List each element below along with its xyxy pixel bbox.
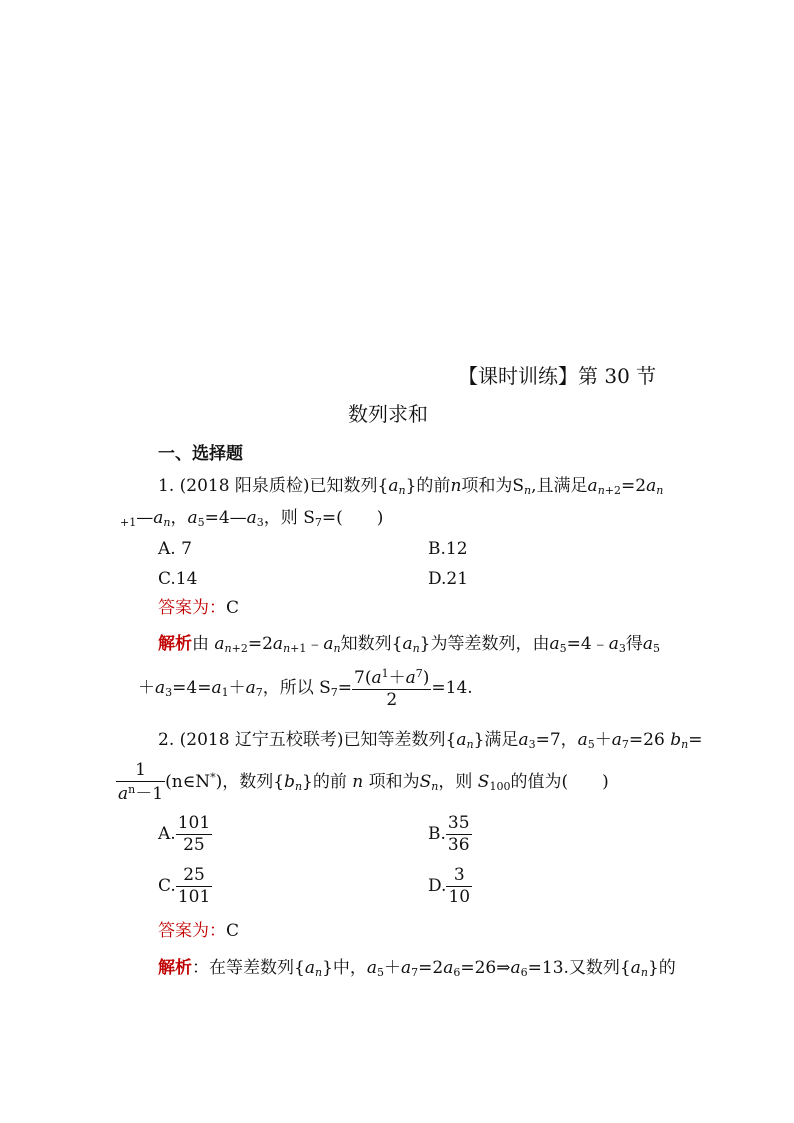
option-a: A. $\frac{101}{25}$ bbox=[158, 813, 211, 855]
explanation-1-line-2: $+a_3=4=a_1+a_7$，所以 $S_7=$ $\frac{7(a^1+a^7)}{2}$ =14. bbox=[138, 667, 473, 710]
option-d: D.21 bbox=[428, 569, 469, 589]
option-a: A. 7 bbox=[158, 539, 192, 559]
answer-2: 答案为：C bbox=[158, 921, 240, 941]
section-label: 一、选择题 bbox=[158, 444, 243, 464]
option-b: B.12 bbox=[428, 539, 468, 559]
page-title: 数列求和 bbox=[348, 402, 428, 426]
option-c: C. $\frac{25}{101}$ bbox=[158, 865, 211, 907]
option-b: B. $\frac{35}{36}$ bbox=[428, 813, 470, 855]
fraction: $\frac{1}{a^n-1}$ bbox=[118, 760, 164, 804]
section-title: 【课时训练】第 30 节 bbox=[458, 364, 657, 388]
fraction: $\frac{7(a^1+a^7)}{2}$ bbox=[354, 667, 430, 710]
explanation-2-line-1: 解析：在等差数列$\{a_n\}$中，$a_5+a_7=2a_6=26\Rightarrow a_6=13$.又数列$\{a_n\}$的 bbox=[158, 958, 676, 979]
option-c: C.14 bbox=[158, 569, 198, 589]
question-2-line-2: $\frac{1}{a^n-1}$ (n∈N*)，数列$\{b_n\}$的前 n 项和为$S_n$，则 $S_{100}$的值为( ) bbox=[118, 760, 609, 804]
option-d: D. $\frac{3}{10}$ bbox=[428, 865, 471, 907]
question-1-line-2: $_{+1}—a_n$，$a_5=4—a_3$，则 $S_7=$( ) bbox=[120, 508, 384, 529]
question-1-line-1: 1. (2018 阳泉质检)已知数列$\{a_n\}$的前n项和为$S_n$,且满足$a_{n+2}=2a_n$ bbox=[158, 476, 664, 497]
answer-1: 答案为：C bbox=[158, 598, 240, 618]
explanation-1-line-1: 解析由 $a_{n+2}=2a_{n+1}﹣a_n$知数列$\{a_n\}$为等差数列，由$a_5=4﹣a_3$得$a_5$ bbox=[158, 634, 660, 655]
question-2-line-1: 2. (2018 辽宁五校联考)已知等差数列$\{a_n\}$满足$a_3=7$，$a_5+a_7=26$ $b_n=$ bbox=[158, 730, 703, 751]
